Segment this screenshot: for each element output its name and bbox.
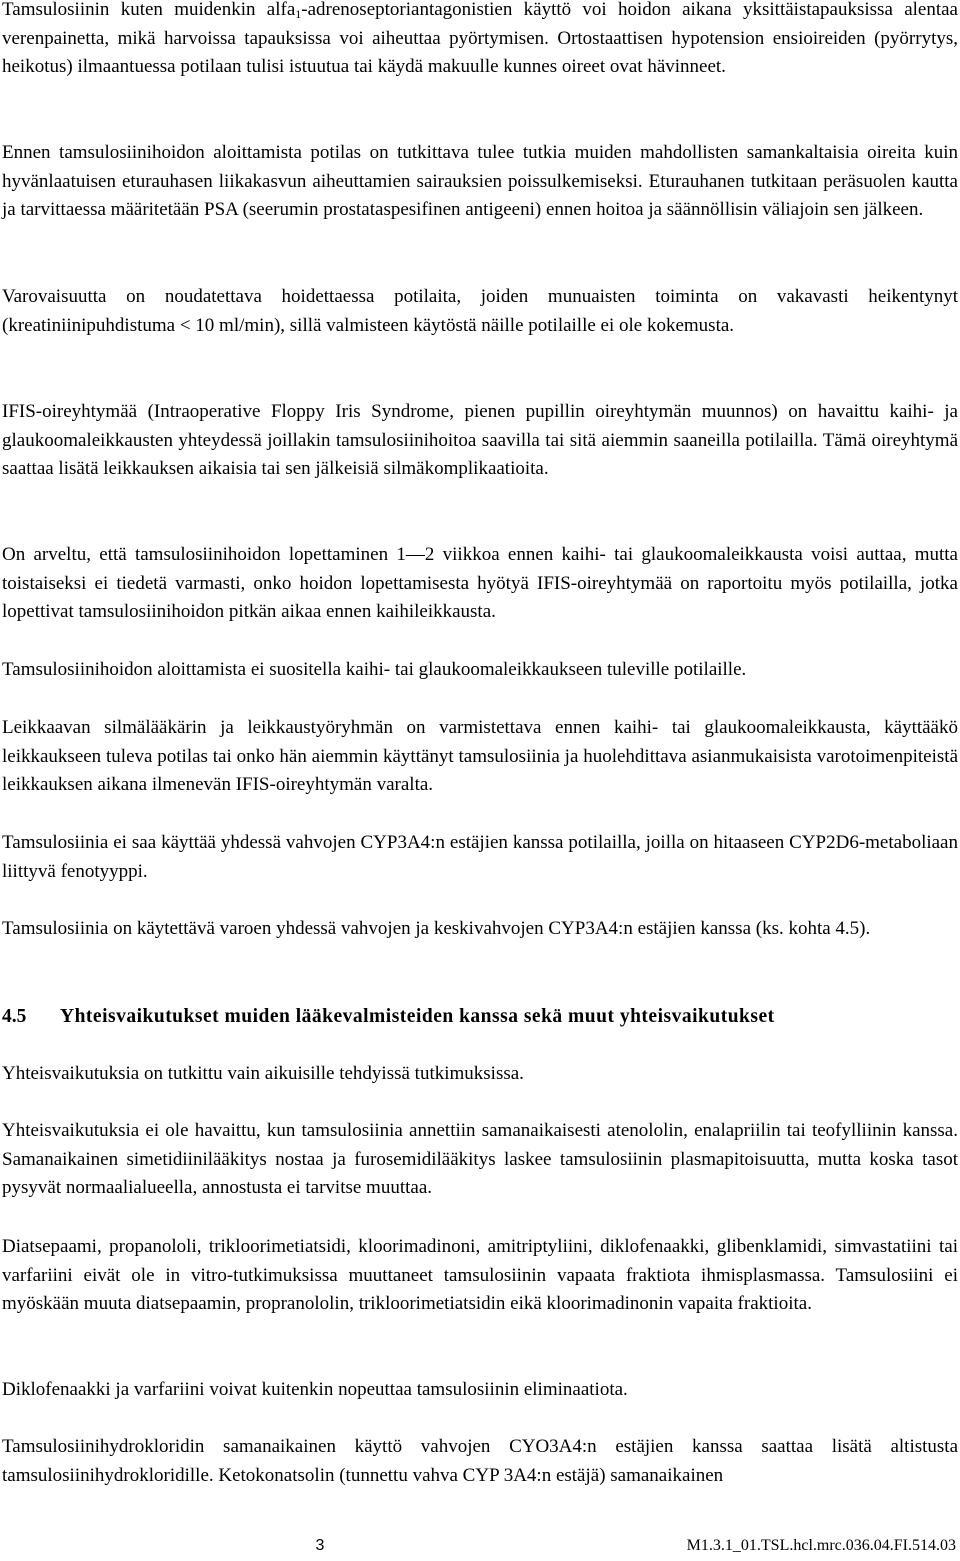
document-code: M1.3.1_01.TSL.hcl.mrc.036.04.FI.514.03	[686, 1537, 956, 1554]
paragraph-ketoconazole: Tamsulosiinihydrokloridin samanaikainen käyttö vahvojen CYO3A4:n estäjien kanssa saattaa lisätä altistusta tamsulosiinihydrokloridille. Ketokonatsolin (tunnettu vahva CYP 3A4:n estäjä) samanaikainen	[2, 1436, 958, 1486]
paragraph-no-interactions: Yhteisvaikutuksia ei ole havaittu, kun tamsulosiinia annettiin samanaikaisesti atenololin, enalapriilin tai teofylliinin kanssa. Samanaikainen simetidiinilääkitys nostaa ja furosemidilääkitys laskee tamsulosiinin plasmapitoisuutta, mutta koska tasot pysyvät normaalialueella, annostusta ei tarvitse muuttaa.	[2, 1120, 958, 1199]
paragraph-screening: Ennen tamsulosiinihoidon aloittamista potilas on tutkittava tulee tutkia muiden mahdollisten samankaltaisia oireita kuin hyvänlaatuisen eturauhasen liikakasvun aiheuttamien sairauksien poissulkemiseksi. Eturauhanen tutkitaan peräsuolen kautta ja tarvittaessa määritetään PSA (seerumin prostataspesifinen antigeeni) ennen hoitoa ja säännöllisin väliajoin sen jälkeen.	[2, 142, 958, 221]
paragraph-interaction-studies: Yhteisvaikutuksia on tutkittu vain aikuisille tehdyissä tutkimuksissa.	[2, 1063, 524, 1084]
section-number: 4.5	[2, 1006, 27, 1027]
paragraph-not-recommended: Tamsulosiinihoidon aloittamista ei suositella kaihi- tai glaukoomaleikkaukseen tuleville potilaille.	[2, 659, 747, 680]
paragraph-free-fraction: Diatsepaami, propanololi, trikloorimetiatsidi, kloorimadinoni, amitriptyliini, diklofenaakki, glibenklamidi, simvastatiini tai varfariini eivät ole in vitro-tutkimuksissa muuttaneet tamsulosiinin vapaata fraktiota ihmisplasmassa. Tamsulosiini ei myöskään muuta diatsepaamin, propranololin, trikloorimetiatsidin eikä kloorimadinonin vapaita fraktioita.	[2, 1236, 958, 1315]
paragraph-hypotension	[2, 0, 958, 82]
paragraph-surgeon: Leikkaavan silmälääkärin ja leikkaustyöryhmän on varmistettava ennen kaihi- tai glaukoomaleikkausta, käyttääkö leikkaukseen tuleva potilas tai onko hän aiemmin käyttänyt tamsulosiinia ja huolehdittava asianmukaisista varotoimenpiteistä leikkauksen aikana ilmenevän IFIS-oireyhtymän varalta.	[2, 717, 958, 796]
paragraph-hypotension-text-a: Tamsulosiinin kuten muidenkin alfa	[2, 0, 296, 20]
section-title: Yhteisvaikutukset muiden lääkevalmisteiden kanssa sekä muut yhteisvaikutukset	[60, 1006, 775, 1027]
paragraph-renal: Varovaisuutta on noudatettava hoidettaessa potilaita, joiden munuaisten toiminta on vakavasti heikentynyt (kreatiniinipuhdistuma < 10 ml/min), sillä valmisteen käytöstä näille potilaille ei ole kokemusta.	[2, 286, 958, 336]
paragraph-hypotension-text-b: -adrenoseptoriantagonistien käyttö voi hoidon aikana yksittäistapauksissa alentaa verenpainetta, mikä harvoissa tapauksissa voi aiheuttaa pyörtymisen. Ortostaattisen hypotension ensioireiden (pyörrytys, heikotus) ilmaantuessa potilaan tulisi istuutua tai käydä makuulle kunnes oireet ovat hävinneet.	[2, 0, 958, 78]
paragraph-elimination: Diklofenaakki ja varfariini voivat kuitenkin nopeuttaa tamsulosiinin eliminaatiota.	[2, 1379, 628, 1400]
subscript-one: 1	[295, 7, 302, 21]
section-heading	[2, 1003, 958, 1031]
paragraph-ifis: IFIS-oireyhtymää (Intraoperative Floppy Iris Syndrome, pienen pupillin oireyhtymän muunnos) on havaittu kaihi- ja glaukoomaleikkausten yhteydessä joillakin tamsulosiinihoitoa saavilla tai sitä aiemmin saaneilla potilailla. Tämä oireyhtymä saattaa lisätä leikkauksen aikaisia tai sen jälkeisiä silmäkomplikaatioita.	[2, 401, 958, 480]
page-number: 3	[315, 1537, 325, 1554]
paragraph-cyp3a4-caution: Tamsulosiinia on käytettävä varoen yhdessä vahvojen ja keskivahvojen CYP3A4:n estäjien kanssa (ks. kohta 4.5).	[2, 918, 871, 939]
paragraph-discontinuation: On arveltu, että tamsulosiinihoidon lopettaminen 1—2 viikkoa ennen kaihi- tai glaukoomaleikkausta voisi auttaa, mutta toistaiseksi ei tiedetä varmasti, onko hoidon lopettamisesta hyötyä IFIS-oireyhtymää on raportoitu myös potilailla, jotka lopettivat tamsulosiinihoidon pitkän aikaa ennen kaihileikkausta.	[2, 544, 958, 623]
paragraph-cyp2d6: Tamsulosiinia ei saa käyttää yhdessä vahvojen CYP3A4:n estäjien kanssa potilailla, joilla on hitaaseen CYP2D6-metaboliaan liittyvä fenotyyppi.	[2, 832, 958, 882]
